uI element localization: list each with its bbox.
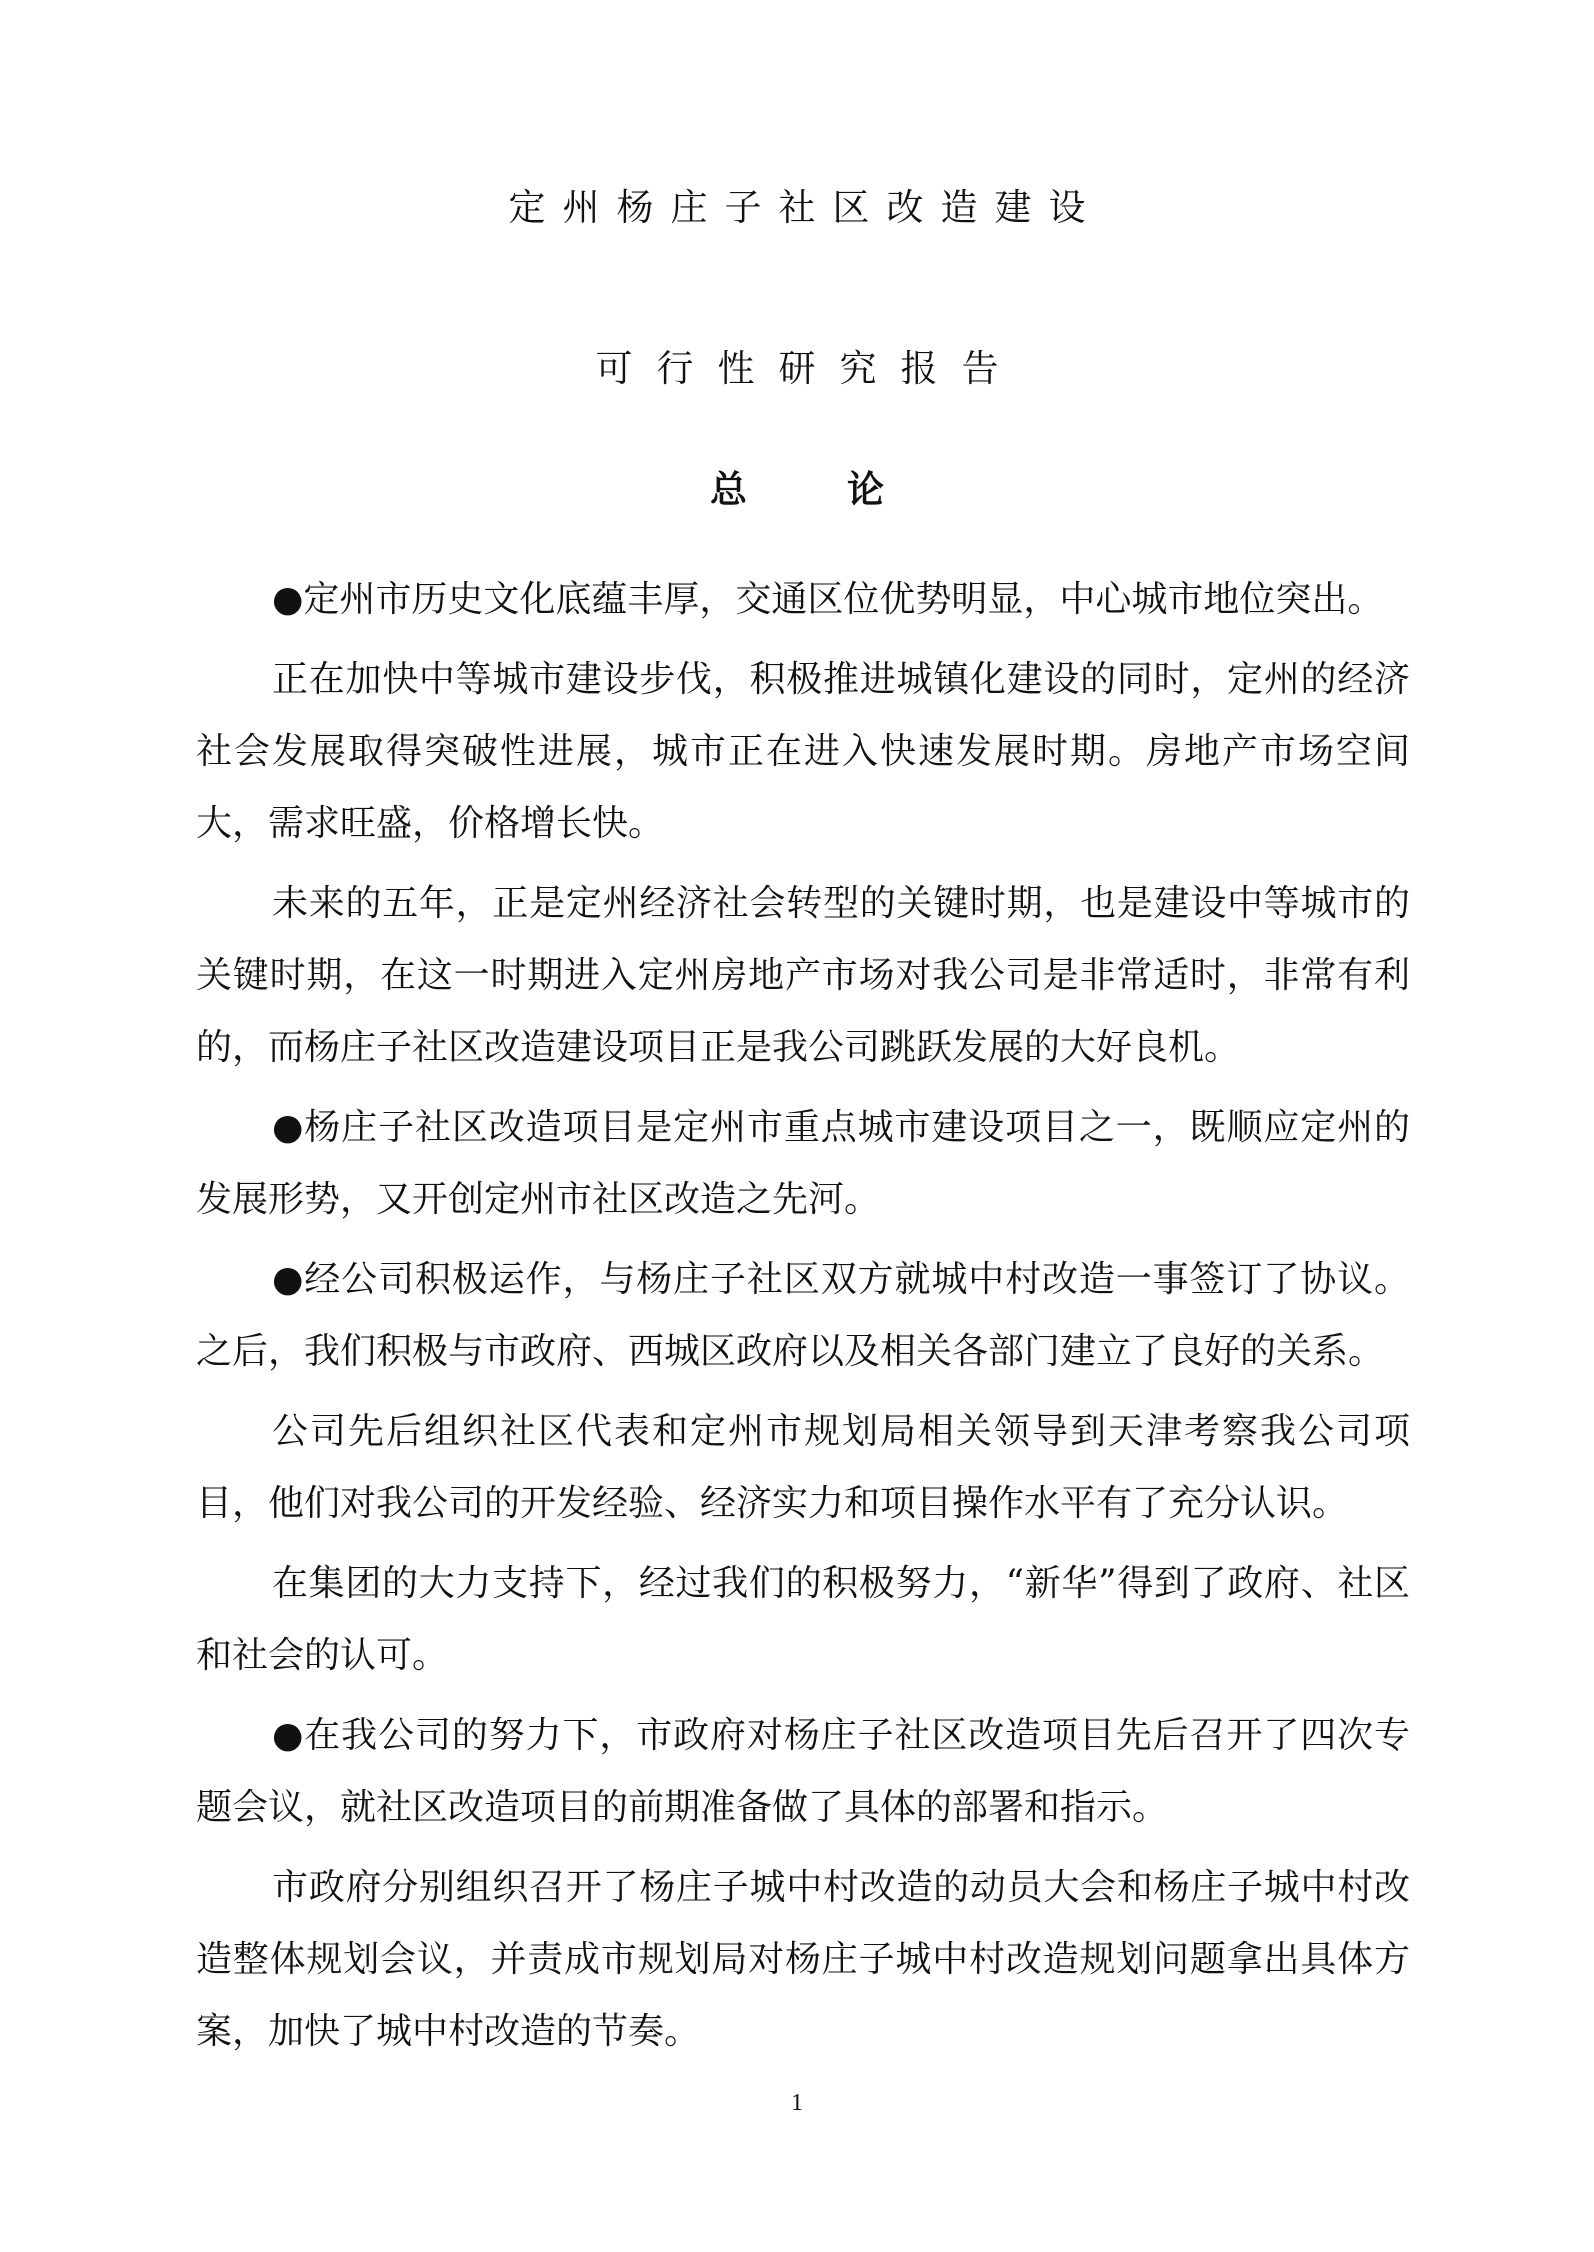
- paragraph-5: ●经公司积极运作，与杨庄子社区双方就城中村改造一事签订了协议。之后，我们积极与市政府、西城区政府以及相关各部门建立了良好的关系。: [196, 1259, 1410, 1372]
- paragraph-9: 市政府分别组织召开了杨庄子城中村改造的动员大会和杨庄子城中村改造整体规划会议，并责成市规划局对杨庄子城中村改造规划问题拿出具体方案，加快了城中村改造的节奏。: [196, 1867, 1410, 2052]
- paragraph-3: 未来的五年，正是定州经济社会转型的关键时期，也是建设中等城市的关键时期，在这一时期进入定州房地产市场对我公司是非常适时，非常有利的，而杨庄子社区改造建设项目正是我公司跳跃发展的大好良机。: [196, 883, 1410, 1068]
- page-number: 1: [791, 2090, 803, 2116]
- paragraph-8: ●在我公司的努力下，市政府对杨庄子社区改造项目先后召开了四次专题会议，就社区改造项目的前期准备做了具体的部署和指示。: [196, 1715, 1410, 1828]
- document-title: 定州杨庄子社区改造建设: [508, 186, 1103, 229]
- paragraph-6: 公司先后组织社区代表和定州市规划局相关领导到天津考察我公司项目，他们对我公司的开发经验、经济实力和项目操作水平有了充分认识。: [196, 1411, 1410, 1524]
- paragraph-4: ●杨庄子社区改造项目是定州市重点城市建设项目之一，既顺应定州的发展形势，又开创定州市社区改造之先河。: [196, 1107, 1410, 1220]
- document-subtitle: 可行性研究报告: [595, 347, 1023, 390]
- body-text: [196, 564, 1410, 2076]
- paragraph-1: ●定州市历史文化底蕴丰厚，交通区位优势明显，中心城市地位突出。: [272, 579, 1384, 620]
- section-heading: 总论: [710, 467, 984, 511]
- paragraph-7: 在集团的大力支持下，经过我们的积极努力，“新华”得到了政府、社区和社会的认可。: [196, 1563, 1410, 1676]
- paragraph-2: 正在加快中等城市建设步伐，积极推进城镇化建设的同时，定州的经济社会发展取得突破性进展，城市正在进入快速发展时期。房地产市场空间大，需求旺盛，价格增长快。: [196, 659, 1410, 844]
